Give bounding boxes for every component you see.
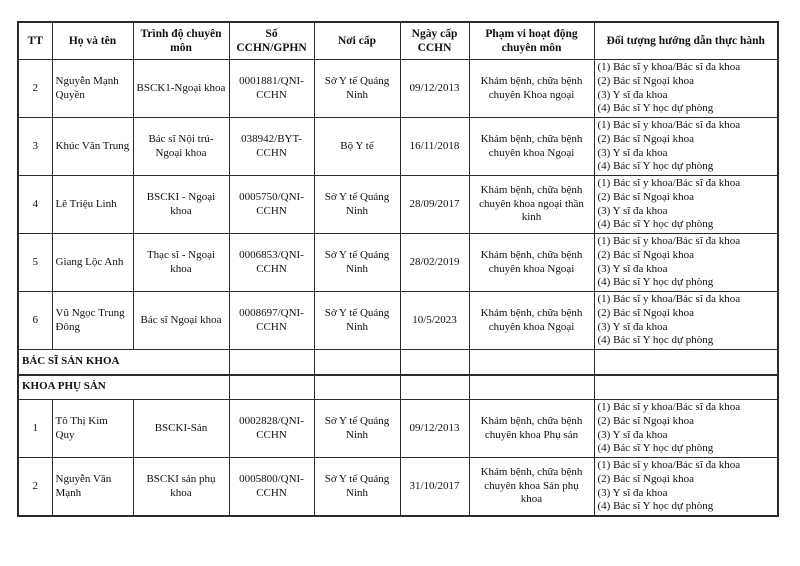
subject-line: (2) Bác sĩ Ngoại khoa: [597, 74, 695, 87]
section-label: KHOA PHỤ SẢN: [18, 375, 229, 400]
subject-line: (2) Bác sĩ Ngoại khoa: [597, 306, 695, 319]
cell-qualification: Bác sĩ Ngoại khoa: [133, 292, 229, 350]
cell-issue-date: 10/5/2023: [400, 292, 469, 350]
empty-cell: [469, 350, 594, 375]
cell-cert-no: 0005750/QNI-CCHN: [229, 176, 314, 234]
column-header-tt: TT: [18, 22, 52, 60]
empty-cell: [229, 375, 314, 400]
subject-line: (2) Bác sĩ Ngoại khoa: [597, 248, 695, 261]
cell-scope: Khám bệnh, chữa bệnh chuyên khoa Phụ sản: [469, 400, 594, 458]
cell-name: Nguyễn Mạnh Quyền: [52, 60, 133, 118]
subject-line: (1) Bác sĩ y khoa/Bác sĩ đa khoa: [597, 177, 741, 189]
cell-name: Vũ Ngọc Trung Đông: [52, 292, 133, 350]
subject-line: (1) Bác sĩ y khoa/Bác sĩ đa khoa: [597, 293, 741, 305]
subject-line: (1) Bác sĩ y khoa/Bác sĩ đa khoa: [597, 61, 741, 73]
empty-cell: [314, 350, 400, 375]
cell-tt: 6: [18, 292, 52, 350]
cell-cert-no: 0002828/QNI-CCHN: [229, 400, 314, 458]
cell-qualification: Bác sĩ Nội trú-Ngoại khoa: [133, 118, 229, 176]
column-header-subjects: Đối tượng hướng dẫn thực hành: [594, 22, 778, 60]
subject-line: (3) Y sĩ đa khoa: [597, 486, 668, 499]
empty-cell: [400, 375, 469, 400]
cell-scope: Khám bệnh, chữa bệnh chuyên Khoa ngoại: [469, 60, 594, 118]
column-header-qualification: Trình độ chuyên môn: [133, 22, 229, 60]
cell-cert-no: 0001881/QNI-CCHN: [229, 60, 314, 118]
cell-subjects: [594, 400, 778, 458]
subject-line: (4) Bác sĩ Y học dự phòng: [597, 276, 714, 289]
cell-cert-no: 0006853/QNI-CCHN: [229, 234, 314, 292]
table-row: [18, 234, 778, 292]
empty-cell: [229, 350, 314, 375]
cell-name: Lê Triệu Linh: [52, 176, 133, 234]
cell-subjects: [594, 176, 778, 234]
subject-line: (3) Y sĩ đa khoa: [597, 262, 668, 275]
empty-cell: [594, 350, 778, 375]
subject-line: (4) Bác sĩ Y học dự phòng: [597, 334, 714, 347]
subject-line: (1) Bác sĩ y khoa/Bác sĩ đa khoa: [597, 119, 741, 131]
cell-qualification: BSCKI-Sản: [133, 400, 229, 458]
cell-issued-by: Sở Y tế Quảng Ninh: [314, 458, 400, 517]
practitioners-table: [17, 21, 779, 517]
cell-tt: 4: [18, 176, 52, 234]
subject-line: (4) Bác sĩ Y học dự phòng: [597, 102, 714, 115]
cell-cert-no: 038942/BYT-CCHN: [229, 118, 314, 176]
subject-line: (3) Y sĩ đa khoa: [597, 428, 668, 441]
cell-issue-date: 16/11/2018: [400, 118, 469, 176]
cell-cert-no: 0008697/QNI-CCHN: [229, 292, 314, 350]
table-body: [18, 60, 778, 517]
cell-scope: Khám bệnh, chữa bệnh chuyên khoa Ngoại: [469, 234, 594, 292]
table-row: [18, 60, 778, 118]
subject-line: (2) Bác sĩ Ngoại khoa: [597, 190, 695, 203]
cell-name: Giang Lộc Anh: [52, 234, 133, 292]
cell-subjects: [594, 234, 778, 292]
cell-issue-date: 09/12/2013: [400, 60, 469, 118]
cell-name: Nguyễn Văn Mạnh: [52, 458, 133, 517]
cell-qualification: BSCKI - Ngoại khoa: [133, 176, 229, 234]
cell-name: Khúc Văn Trung: [52, 118, 133, 176]
subject-line: (3) Y sĩ đa khoa: [597, 88, 668, 101]
section-row: [18, 350, 778, 375]
cell-scope: Khám bệnh, chữa bệnh chuyên khoa Ngoại: [469, 292, 594, 350]
cell-subjects: [594, 458, 778, 517]
cell-issue-date: 28/02/2019: [400, 234, 469, 292]
cell-issued-by: Bộ Y tế: [314, 118, 400, 176]
cell-name: Tô Thị Kim Quy: [52, 400, 133, 458]
empty-cell: [594, 375, 778, 400]
subject-line: (4) Bác sĩ Y học dự phòng: [597, 442, 714, 455]
table-row: [18, 458, 778, 517]
section-label: BÁC SĨ SẢN KHOA: [18, 350, 229, 375]
table-row: [18, 176, 778, 234]
subject-line: (2) Bác sĩ Ngoại khoa: [597, 472, 695, 485]
subject-line: (4) Bác sĩ Y học dự phòng: [597, 218, 714, 231]
column-header-issue-date: Ngày cấp CCHN: [400, 22, 469, 60]
cell-qualification: BSCKI sản phụ khoa: [133, 458, 229, 517]
subject-line: (4) Bác sĩ Y học dự phòng: [597, 500, 714, 513]
cell-tt: 2: [18, 60, 52, 118]
cell-qualification: BSCK1-Ngoại khoa: [133, 60, 229, 118]
table-header-row: [18, 22, 778, 60]
cell-scope: Khám bệnh, chữa bệnh chuyên khoa Sản phụ khoa: [469, 458, 594, 517]
section-row: [18, 375, 778, 400]
cell-subjects: [594, 118, 778, 176]
column-header-cert-no: Số CCHN/GPHN: [229, 22, 314, 60]
empty-cell: [469, 375, 594, 400]
subject-line: (3) Y sĩ đa khoa: [597, 320, 668, 333]
column-header-issued-by: Nơi cấp: [314, 22, 400, 60]
cell-issue-date: 28/09/2017: [400, 176, 469, 234]
subject-line: (1) Bác sĩ y khoa/Bác sĩ đa khoa: [597, 401, 741, 413]
cell-issued-by: Sở Y tế Quảng Ninh: [314, 176, 400, 234]
cell-issue-date: 09/12/2013: [400, 400, 469, 458]
subject-line: (3) Y sĩ đa khoa: [597, 204, 668, 217]
empty-cell: [314, 375, 400, 400]
cell-scope: Khám bệnh, chữa bệnh chuyên khoa Ngoại: [469, 118, 594, 176]
cell-issued-by: Sở Y tế Quảng Ninh: [314, 400, 400, 458]
subject-line: (1) Bác sĩ y khoa/Bác sĩ đa khoa: [597, 235, 741, 247]
subject-line: (3) Y sĩ đa khoa: [597, 146, 668, 159]
cell-scope: Khám bệnh, chữa bệnh chuyên khoa ngoại thần kinh: [469, 176, 594, 234]
cell-subjects: [594, 60, 778, 118]
table-row: [18, 118, 778, 176]
cell-cert-no: 0005800/QNI-CCHN: [229, 458, 314, 517]
cell-tt: 1: [18, 400, 52, 458]
subject-line: (4) Bác sĩ Y học dự phòng: [597, 160, 714, 173]
cell-tt: 3: [18, 118, 52, 176]
cell-tt: 2: [18, 458, 52, 517]
cell-issue-date: 31/10/2017: [400, 458, 469, 517]
cell-issued-by: Sở Y tế Quảng Ninh: [314, 60, 400, 118]
subject-line: (1) Bác sĩ y khoa/Bác sĩ đa khoa: [597, 459, 741, 471]
cell-subjects: [594, 292, 778, 350]
table-row: [18, 292, 778, 350]
cell-issued-by: Sở Y tế Quảng Ninh: [314, 292, 400, 350]
subject-line: (2) Bác sĩ Ngoại khoa: [597, 132, 695, 145]
cell-issued-by: Sở Y tế Quảng Ninh: [314, 234, 400, 292]
cell-qualification: Thạc sĩ - Ngoại khoa: [133, 234, 229, 292]
column-header-scope: Phạm vi hoạt động chuyên môn: [469, 22, 594, 60]
subject-line: (2) Bác sĩ Ngoại khoa: [597, 414, 695, 427]
cell-tt: 5: [18, 234, 52, 292]
column-header-name: Họ và tên: [52, 22, 133, 60]
table-row: [18, 400, 778, 458]
empty-cell: [400, 350, 469, 375]
